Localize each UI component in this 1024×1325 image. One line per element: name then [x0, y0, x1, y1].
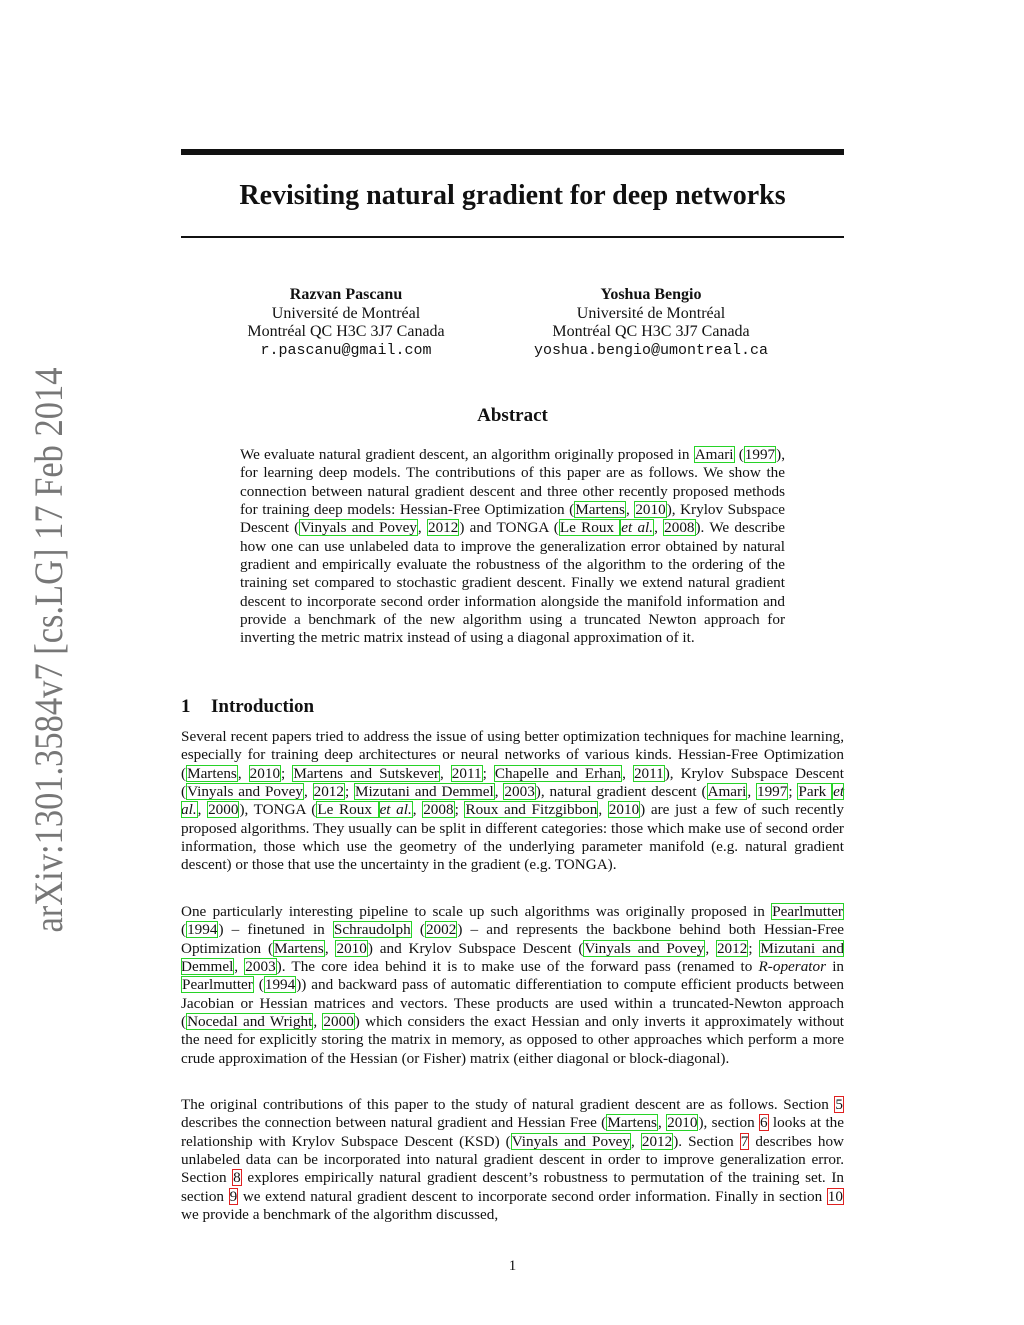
text-run: ;	[344, 783, 355, 801]
intro-paragraph-2	[181, 903, 844, 1068]
author-email[interactable]: r.pascanu@gmail.com	[260, 341, 432, 359]
section-title: Introduction	[211, 696, 315, 717]
text-run: in	[826, 958, 845, 976]
citation-link[interactable]: 1994	[187, 921, 218, 939]
citation-link[interactable]: Martens	[187, 764, 237, 782]
text-run: ) and Krylov Subspace Descent (	[367, 939, 584, 957]
text-run: ) are just a few of such recently proposed algorithms. They usually can be split in different categories: those which make use of second order information, those which use the geometry of the underlying parameter manifold (e.g. natural gradient descent) or those that use the uncertainty in the gradient (e.g. TONGA).	[181, 801, 845, 874]
citation-link[interactable]: Nocedal and Wright	[187, 1013, 313, 1031]
citation-link[interactable]: 2012	[641, 1132, 673, 1150]
text-run: ,	[237, 764, 249, 782]
citation-link[interactable]: 2012	[313, 783, 344, 801]
citation-link[interactable]: 2003	[245, 958, 276, 976]
citation-link[interactable]: 2010	[608, 801, 640, 819]
citation-link[interactable]: 2012	[716, 939, 748, 957]
text-run: ), Krylov Subspace Descent (	[240, 501, 785, 537]
text-run: ;	[788, 783, 798, 801]
text-run: ,	[654, 519, 664, 537]
section-ref-link[interactable]: 7	[740, 1132, 749, 1150]
text-run: ) and TONGA (	[459, 519, 559, 537]
citation-link[interactable]: Pearlmutter	[772, 903, 843, 920]
section-number: 1	[181, 696, 191, 717]
text-run: ,	[657, 1114, 667, 1132]
text-run: ,	[197, 801, 208, 819]
text-run: looks at the relationship with Krylov Subspace Descent (KSD) (	[181, 1114, 845, 1150]
citation-link[interactable]: 2002	[425, 921, 457, 939]
text-run: ,	[303, 783, 313, 801]
text-run: ). We describe how one can use unlabeled data to improve the generalization error obtained by natural gradient and empirically evaluate the robustness of the algorithm to the ordering of the training set compared to stochastic gradient descent. Finally we extend natural gradient descent to incorporate second order information alongside the manifold information and provide a benchmark of the new algorithm using a truncated Newton approach for inverting the metric matrix instead of using a diagonal approximation of it.	[240, 519, 786, 647]
citation-link[interactable]: et al.	[621, 519, 654, 537]
text-run: ). The core idea behind it is to make use of the forward pass (renamed to	[276, 958, 759, 976]
text-run: (	[181, 921, 187, 939]
arxiv-stamp-text: arXiv:1301.3584v7 [cs.LG] 17 Feb 2014	[26, 365, 71, 933]
citation-link[interactable]: Pearlmutter	[182, 976, 253, 994]
text-run: ). Section	[673, 1132, 740, 1150]
abstract-heading: Abstract	[477, 405, 548, 426]
citation-link[interactable]: Mizutani and Demmel	[355, 783, 494, 801]
text-run: ,	[417, 519, 427, 537]
citation-link[interactable]: Vinyals and Povey	[584, 939, 705, 957]
author-affiliation: Université de Montréal	[271, 304, 421, 322]
citation-link[interactable]: 2008	[664, 519, 695, 537]
citation-link[interactable]: 2000	[323, 1013, 354, 1031]
citation-link[interactable]: Vinyals and Povey	[511, 1132, 631, 1150]
citation-link[interactable]: 2010	[635, 501, 666, 519]
text-run: ,	[313, 1013, 323, 1031]
text-run: ) which considers the exact Hessian and only inverts it approximately without the need for explicitly storing the matrix in memory, as opposed to other approaches which perform a more crude approximation of the Hessian (or Fisher) matrix (either diagonal or block-diagonal).	[181, 1013, 845, 1067]
citation-link[interactable]: 2011	[451, 764, 482, 782]
section-ref-link[interactable]: 9	[229, 1187, 238, 1205]
citation-link[interactable]: 2008	[423, 801, 454, 819]
text-run: ,	[412, 801, 423, 819]
text-run: ;	[482, 764, 494, 782]
text-run: we extend natural gradient descent to incorporate second order information. Finally in section	[238, 1187, 827, 1205]
intro-paragraph-1	[181, 728, 844, 875]
citation-link[interactable]: Martens	[274, 939, 324, 957]
citation-link[interactable]: Vinyals and Povey	[187, 783, 303, 801]
text-run: ) – finetuned in	[218, 921, 333, 939]
text-run: we provide a benchmark of the algorithm discussed,	[181, 1206, 499, 1224]
citation-link[interactable]: 1997	[756, 783, 788, 801]
text-run: ,	[747, 783, 756, 801]
italic-text: R-operator	[758, 958, 827, 976]
text-run: ), Krylov Subspace Descent (	[181, 764, 844, 801]
section-ref-link[interactable]: 5	[835, 1096, 843, 1113]
text-run: ,	[705, 939, 716, 957]
text-run: The original contributions of this paper to the study of natural gradient descent are as follows. Section	[181, 1096, 835, 1113]
text-run: (	[411, 921, 425, 939]
citation-link[interactable]: 2010	[336, 939, 367, 957]
citation-link[interactable]: Martens and Sutskever	[293, 764, 439, 782]
text-run: ), natural gradient descent (	[535, 783, 707, 801]
text-run: ,	[622, 764, 633, 782]
citation-link[interactable]: Amari	[707, 783, 747, 801]
citation-link[interactable]: Roux and Fitzgibbon	[465, 801, 598, 819]
text-run: ,	[324, 939, 336, 957]
citation-link[interactable]: 2012	[427, 519, 459, 537]
citation-link[interactable]: Le Roux	[559, 519, 620, 537]
text-run: ,	[598, 801, 608, 819]
text-run: Several recent papers tried to address the issue of using better optimization techniques for machine learning, especially for training deep architectures or neural networks of various kinds. Hessian-Free Optimization (	[181, 728, 844, 782]
abstract-body	[240, 446, 785, 648]
text-run: ), section	[698, 1114, 760, 1132]
citation-link[interactable]: 2010	[249, 764, 281, 782]
citation-link[interactable]: 2003	[504, 783, 535, 801]
text-run: ;	[281, 764, 293, 782]
citation-link[interactable]: 2000	[208, 801, 239, 819]
section-ref-link[interactable]: 6	[760, 1114, 768, 1132]
citation-link[interactable]: 1997	[744, 446, 776, 463]
paper-title: Revisiting natural gradient for deep networks	[239, 180, 786, 211]
citation-link[interactable]: 2010	[667, 1114, 698, 1132]
text-run: ,	[439, 764, 451, 782]
author-address: Montréal QC H3C 3J7 Canada	[552, 323, 750, 340]
intro-paragraph-3	[181, 1096, 844, 1224]
text-run: ,	[234, 958, 245, 976]
author-email[interactable]: yoshua.bengio@umontreal.ca	[533, 341, 769, 359]
text-run: ,	[625, 501, 635, 519]
citation-link[interactable]: 1994	[264, 976, 296, 994]
arxiv-stamp-svg	[12, 365, 82, 935]
text-run: ), TONGA (	[239, 801, 317, 819]
author-name: Razvan Pascanu	[289, 286, 403, 303]
text-run: ;	[748, 939, 760, 957]
text-run: One particularly interesting pipeline to scale up such algorithms was originally proposed in	[181, 903, 772, 920]
text-run: )) and backward pass of automatic differentiation to compute efficient products between Jacobian or Hessian matrices and vectors. These products are used within a truncated-Newton approach (	[181, 976, 844, 1031]
title-bottom-rule	[181, 236, 844, 238]
citation-link[interactable]: Mizutani and Demmel	[181, 939, 844, 976]
section-ref-link[interactable]: 10	[827, 1187, 843, 1205]
citation-link[interactable]: Park	[798, 783, 832, 801]
text-run: ,	[494, 783, 504, 801]
citation-link[interactable]: et al.	[181, 783, 845, 819]
text-run: ;	[454, 801, 465, 819]
author-affiliation: Université de Montréal	[576, 304, 726, 322]
text-run: ,	[631, 1132, 641, 1150]
section-ref-link[interactable]: 8	[233, 1169, 241, 1187]
author-address: Montréal QC H3C 3J7 Canada	[247, 323, 445, 340]
citation-link[interactable]: Amari	[694, 446, 734, 463]
text-run: (	[253, 976, 264, 994]
citation-link[interactable]: Vinyals and Povey	[300, 519, 417, 537]
text-run: describes how unlabeled data can be incorporated into natural gradient descent in order to improve generalization error. Section	[181, 1132, 845, 1187]
citation-link[interactable]: Martens	[575, 501, 625, 519]
citation-link[interactable]: Chapelle and Erhan	[494, 764, 622, 782]
text-run: ) – and represents the backbone behind both Hessian-Free Optimization (	[181, 921, 844, 957]
citation-link[interactable]: et al.	[379, 801, 412, 819]
arxiv-identifier-stamp	[12, 365, 82, 935]
author-block	[501, 286, 801, 360]
citation-link[interactable]: Martens	[607, 1114, 657, 1132]
citation-link[interactable]: 2011	[633, 764, 664, 782]
text-run: ), for learning deep models. The contributions of this paper are as follows. We show the connection between natural gradient descent and three other recently proposed methods for training deep models: Hessian-Free Optimization (	[240, 446, 785, 519]
citation-link[interactable]: Schraudolph	[333, 921, 411, 939]
text-run: explores empirically natural gradient descent’s robustness to permutation of the training set. In section	[181, 1169, 844, 1205]
page-number: 1	[508, 1258, 517, 1274]
citation-link[interactable]: Le Roux	[317, 801, 378, 819]
text-run: We evaluate natural gradient descent, an algorithm originally proposed in	[240, 446, 694, 463]
text-run: describes the connection between natural gradient and Hessian Free (	[181, 1114, 607, 1132]
author-block	[196, 286, 496, 360]
author-name: Yoshua Bengio	[600, 286, 702, 303]
text-run: (	[734, 446, 744, 463]
title-top-rule	[181, 149, 844, 155]
section-heading	[181, 696, 314, 718]
